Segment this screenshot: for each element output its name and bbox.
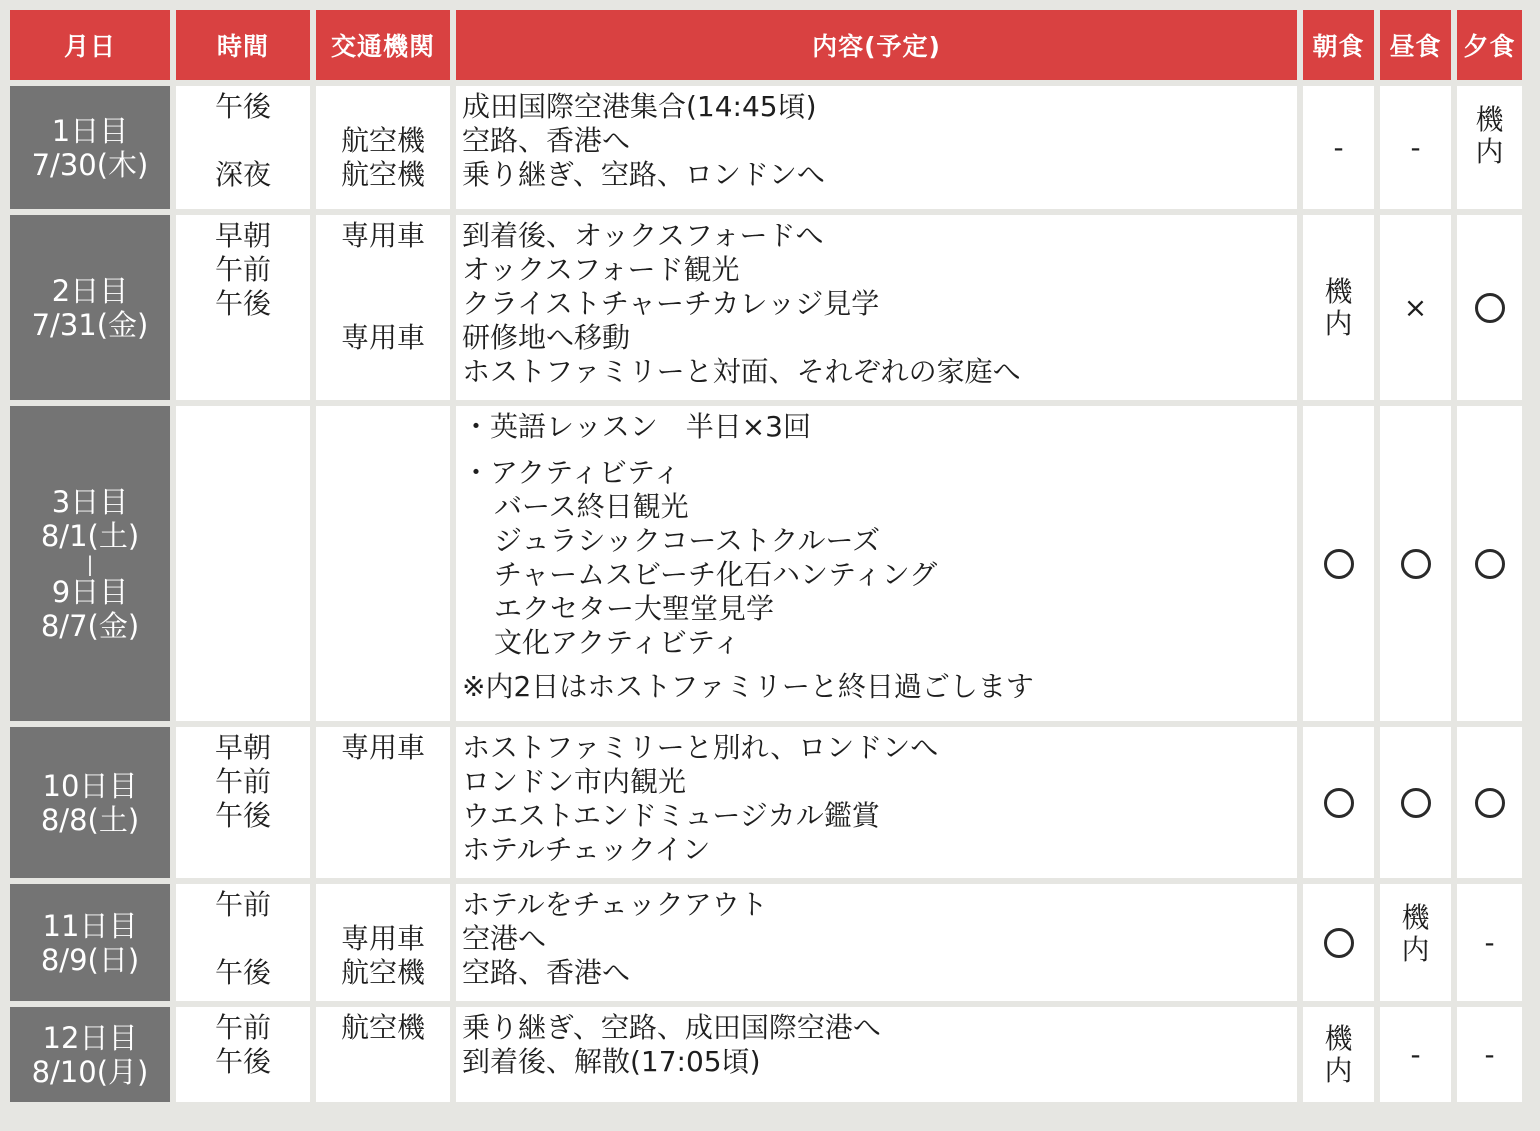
day-2-content <box>456 215 1297 400</box>
day-1-time <box>176 86 310 209</box>
circle-mark-icon <box>1401 549 1431 579</box>
circle-mark-icon <box>1324 549 1354 579</box>
day-11-date <box>10 884 170 1001</box>
day-2-breakfast <box>1303 215 1374 400</box>
day-1-content <box>456 86 1297 209</box>
calendar-date: 8/8(土) <box>40 802 140 837</box>
time-slot: 午前 <box>214 765 271 798</box>
activity-item: ジュラシックコーストクルーズ <box>494 524 881 557</box>
day-10-date <box>10 727 170 878</box>
content-line: 研修地へ移動 <box>462 321 631 354</box>
transport-item: 専用車 <box>340 731 425 764</box>
day-12-time <box>176 1007 310 1102</box>
content-line: ・アクティビティ <box>462 456 681 489</box>
day-number: 1日目 <box>51 113 129 148</box>
content-line: オックスフォード観光 <box>462 253 740 286</box>
content-line: 空路、香港へ <box>462 124 631 157</box>
time-slot <box>176 124 310 158</box>
transport-item <box>316 888 450 922</box>
day-number: 9日目 <box>51 574 129 609</box>
content-line: ロンドン市内観光 <box>462 765 687 798</box>
calendar-date: 8/7(金) <box>40 608 140 643</box>
day-3-9-content <box>456 406 1297 721</box>
day-1-date <box>10 86 170 209</box>
time-slot: 午後 <box>214 287 271 320</box>
time-slot: 午前 <box>214 1011 271 1044</box>
day-1-breakfast: - <box>1303 86 1374 209</box>
meal-text: 機内 <box>1324 274 1353 340</box>
time-slot: 午前 <box>214 888 271 921</box>
content-line: 乗り継ぎ、空路、ロンドンへ <box>462 158 825 191</box>
day-2-transport <box>316 215 450 400</box>
activity-item: エクセター大聖堂見学 <box>494 592 775 625</box>
day-12-breakfast <box>1303 1007 1374 1102</box>
time-slot: 午後 <box>214 1045 271 1078</box>
day-10-breakfast <box>1303 727 1374 878</box>
day-number: 10日目 <box>42 768 138 803</box>
calendar-date: 7/31(金) <box>31 307 149 342</box>
header-breakfast: 朝食 <box>1303 10 1374 80</box>
day-3-9-dinner <box>1457 406 1522 721</box>
activity-item: 文化アクティビティ <box>494 626 741 659</box>
content-line: 空路、香港へ <box>462 956 631 989</box>
day-3-9-time <box>176 406 310 721</box>
day-number: 3日目 <box>51 484 129 519</box>
content-line: 成田国際空港集合(14:45頃) <box>462 90 817 123</box>
circle-mark-icon <box>1475 788 1505 818</box>
content-line: ホテルをチェックアウト <box>462 888 768 921</box>
itinerary-table <box>10 10 1526 1118</box>
time-slot: 深夜 <box>214 158 271 191</box>
calendar-date: 8/10(月) <box>31 1054 149 1089</box>
day-11-dinner: - <box>1457 884 1522 1001</box>
transport-item <box>316 90 450 124</box>
header-time: 時間 <box>176 10 310 80</box>
date-range-separator: | <box>86 551 94 576</box>
day-11-lunch <box>1380 884 1451 1001</box>
time-slot: 早朝 <box>214 219 271 252</box>
calendar-date: 8/1(土) <box>40 518 140 553</box>
day-12-transport <box>316 1007 450 1102</box>
day-3-9-date <box>10 406 170 721</box>
content-line: ウエストエンドミュージカル鑑賞 <box>462 799 880 832</box>
time-slot: 午後 <box>214 90 271 123</box>
content-line: 到着後、解散(17:05頃) <box>462 1045 761 1078</box>
transport-item <box>316 287 450 321</box>
content-line: ホテルチェックイン <box>462 833 711 866</box>
transport-item: 航空機 <box>340 1011 425 1044</box>
day-3-9-breakfast <box>1303 406 1374 721</box>
calendar-date: 8/9(日) <box>40 942 140 977</box>
day-10-transport <box>316 727 450 878</box>
day-2-date <box>10 215 170 400</box>
circle-mark-icon <box>1475 549 1505 579</box>
day-10-dinner <box>1457 727 1522 878</box>
content-line: ホストファミリーと別れ、ロンドンへ <box>462 731 939 764</box>
day-10-content <box>456 727 1297 878</box>
time-slot: 午前 <box>214 253 271 286</box>
time-slot <box>176 922 310 956</box>
time-slot: 午後 <box>214 956 271 989</box>
day-1-lunch: - <box>1380 86 1451 209</box>
day-3-9-transport <box>316 406 450 721</box>
content-line: 到着後、オックスフォードへ <box>462 219 824 252</box>
day-12-dinner: - <box>1457 1007 1522 1102</box>
content-line: ホストファミリーと対面、それぞれの家庭へ <box>462 355 1021 388</box>
day-1-dinner <box>1457 86 1522 209</box>
content-line: 乗り継ぎ、空路、成田国際空港へ <box>462 1011 881 1044</box>
day-10-time <box>176 727 310 878</box>
meal-text: 機内 <box>1401 901 1430 966</box>
day-2-time <box>176 215 310 400</box>
header-content: 内容(予定) <box>456 10 1297 80</box>
header-lunch: 昼食 <box>1380 10 1451 80</box>
day-12-lunch: - <box>1380 1007 1451 1102</box>
day-11-transport <box>316 884 450 1001</box>
day-11-time <box>176 884 310 1001</box>
time-slot: 早朝 <box>214 731 271 764</box>
transport-item: 専用車 <box>340 219 425 252</box>
transport-item <box>316 253 450 287</box>
transport-item: 航空機 <box>340 956 425 989</box>
calendar-date: 7/30(木) <box>31 147 149 182</box>
day-11-breakfast <box>1303 884 1374 1001</box>
header-dinner: 夕食 <box>1457 10 1522 80</box>
content-line: 空港へ <box>462 922 547 955</box>
activity-item: チャームスビーチ化石ハンティング <box>494 558 938 591</box>
day-number: 11日目 <box>42 908 138 943</box>
day-11-content <box>456 884 1297 1001</box>
time-slot: 午後 <box>214 799 271 832</box>
circle-mark-icon <box>1324 788 1354 818</box>
circle-mark-icon <box>1475 293 1505 323</box>
meal-text: 機内 <box>1324 1021 1353 1087</box>
day-1-transport <box>316 86 450 209</box>
circle-mark-icon <box>1324 928 1354 958</box>
day-10-lunch <box>1380 727 1451 878</box>
day-2-dinner <box>1457 215 1522 400</box>
content-note: ※内2日はホストファミリーと終日過ごします <box>462 670 1034 703</box>
day-3-9-lunch <box>1380 406 1451 721</box>
day-12-date <box>10 1007 170 1102</box>
day-2-lunch: × <box>1380 215 1451 400</box>
day-number: 12日目 <box>42 1020 138 1055</box>
content-line: クライストチャーチカレッジ見学 <box>462 287 880 320</box>
circle-mark-icon <box>1401 788 1431 818</box>
day-12-content <box>456 1007 1297 1102</box>
transport-item: 航空機 <box>340 124 425 157</box>
transport-item: 航空機 <box>340 158 425 191</box>
day-number: 2日目 <box>51 273 129 308</box>
header-date: 月日 <box>10 10 170 80</box>
header-transport: 交通機関 <box>316 10 450 80</box>
transport-item: 専用車 <box>340 321 425 354</box>
transport-item: 専用車 <box>340 922 425 955</box>
activity-item: バース終日観光 <box>494 490 689 523</box>
meal-text: 機内 <box>1475 103 1504 168</box>
content-line: ・英語レッスン 半日×3回 <box>462 410 811 443</box>
